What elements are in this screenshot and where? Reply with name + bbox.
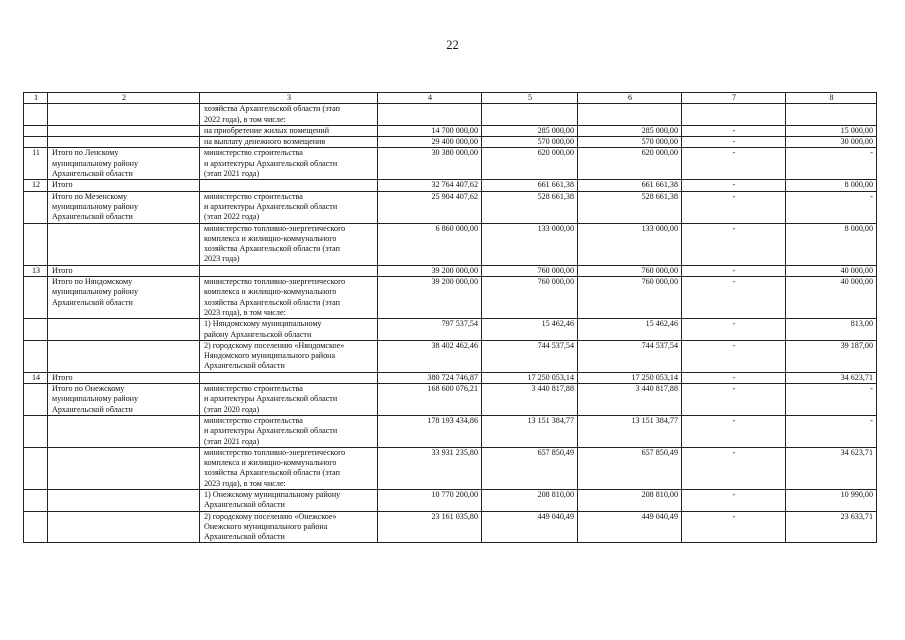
table-cell-col4: 14 700 000,00 bbox=[378, 125, 482, 136]
table-cell-col6: 17 250 053,14 bbox=[578, 372, 682, 383]
table-cell-col3 bbox=[200, 180, 378, 191]
table-cell-col2 bbox=[48, 223, 200, 265]
table-row bbox=[24, 137, 877, 148]
table-cell-col1 bbox=[24, 137, 48, 148]
table-row bbox=[24, 148, 877, 180]
table-cell-col1 bbox=[24, 384, 48, 416]
table-cell-col6: 13 151 384,77 bbox=[578, 415, 682, 447]
table-cell-col3: министерство строительства и архитектуры Архангельской области (этап 2022 года) bbox=[200, 191, 378, 223]
table-cell-col7: - bbox=[682, 191, 786, 223]
table-cell-col6: 620 000,00 bbox=[578, 148, 682, 180]
table-cell-col3: министерство топливно-энергетического комплекса и жилищно-коммунального хозяйства Архангельской области (этап 2023 года), в том числе: bbox=[200, 447, 378, 489]
table-cell-col8: - bbox=[786, 415, 877, 447]
table-row bbox=[24, 180, 877, 191]
table-cell-col1 bbox=[24, 511, 48, 543]
table-cell-col4: 25 904 407,62 bbox=[378, 191, 482, 223]
table-cell-col1 bbox=[24, 125, 48, 136]
header-cell: 2 bbox=[48, 93, 200, 104]
table-cell-col6: 744 537,54 bbox=[578, 340, 682, 372]
table-cell-col4: 32 764 407,62 bbox=[378, 180, 482, 191]
table-cell-col8: 40 000,00 bbox=[786, 265, 877, 276]
table-cell-col4: 178 193 434,86 bbox=[378, 415, 482, 447]
header-cell: 8 bbox=[786, 93, 877, 104]
table-cell-col7: - bbox=[682, 223, 786, 265]
table-cell-col4: 39 200 000,00 bbox=[378, 265, 482, 276]
table-cell-col2: Итого bbox=[48, 180, 200, 191]
table-cell-col8: 23 633,71 bbox=[786, 511, 877, 543]
table-cell-col3: министерство строительства и архитектуры Архангельской области (этап 2021 года) bbox=[200, 415, 378, 447]
table-cell-col8: - bbox=[786, 384, 877, 416]
table-cell-col5: 760 000,00 bbox=[482, 265, 578, 276]
table-cell-col3: министерство топливно-энергетического комплекса и жилищно-коммунального хозяйства Архангельской области (этап 2023 года) bbox=[200, 223, 378, 265]
table-cell-col7: - bbox=[682, 372, 786, 383]
table-cell-col5: 15 462,46 bbox=[482, 319, 578, 341]
table-cell-col6: 760 000,00 bbox=[578, 277, 682, 319]
table-cell-col1 bbox=[24, 104, 48, 126]
header-cell: 4 bbox=[378, 93, 482, 104]
header-cell: 7 bbox=[682, 93, 786, 104]
table-cell-col8: - bbox=[786, 148, 877, 180]
table-body bbox=[24, 104, 877, 543]
table-cell-col6: 657 850,49 bbox=[578, 447, 682, 489]
table-row bbox=[24, 489, 877, 511]
table-cell-col2 bbox=[48, 511, 200, 543]
table-row bbox=[24, 265, 877, 276]
table-cell-col7: - bbox=[682, 489, 786, 511]
table-cell-col8: 39 187,00 bbox=[786, 340, 877, 372]
table-cell-col4: 38 402 462,46 bbox=[378, 340, 482, 372]
table-cell-col7: - bbox=[682, 511, 786, 543]
table-cell-col7: - bbox=[682, 415, 786, 447]
page-number: 22 bbox=[446, 38, 459, 52]
header-cell: 1 bbox=[24, 93, 48, 104]
table-cell-col5: 3 440 817,88 bbox=[482, 384, 578, 416]
table-cell-col8: - bbox=[786, 191, 877, 223]
table-cell-col8: 34 623,71 bbox=[786, 447, 877, 489]
table-row bbox=[24, 277, 877, 319]
table-cell-col8: 30 000,00 bbox=[786, 137, 877, 148]
table-cell-col4: 797 537,54 bbox=[378, 319, 482, 341]
budget-table bbox=[23, 92, 877, 543]
table-cell-col1: 13 bbox=[24, 265, 48, 276]
table-cell-col5: 744 537,54 bbox=[482, 340, 578, 372]
table-cell-col1: 11 bbox=[24, 148, 48, 180]
table-cell-col4: 10 770 200,00 bbox=[378, 489, 482, 511]
table-cell-col1 bbox=[24, 223, 48, 265]
table-cell-col1 bbox=[24, 415, 48, 447]
table-cell-col2 bbox=[48, 415, 200, 447]
table-cell-col6: 661 661,38 bbox=[578, 180, 682, 191]
table-cell-col3 bbox=[200, 372, 378, 383]
table-cell-col4: 33 931 235,80 bbox=[378, 447, 482, 489]
table-cell-col2 bbox=[48, 340, 200, 372]
table-cell-col2: Итого по Ленскому муниципальному району Архангельской области bbox=[48, 148, 200, 180]
table-cell-col2: Итого bbox=[48, 265, 200, 276]
table-cell-col3: министерство строительства и архитектуры Архангельской области (этап 2021 года) bbox=[200, 148, 378, 180]
table-cell-col3: на выплату денежного возмещения bbox=[200, 137, 378, 148]
table-cell-col8: 40 000,00 bbox=[786, 277, 877, 319]
table-row bbox=[24, 340, 877, 372]
table-cell-col1 bbox=[24, 447, 48, 489]
table-row bbox=[24, 319, 877, 341]
table-cell-col3: 2) городскому поселению «Онежское» Онежского муниципального района Архангельской области bbox=[200, 511, 378, 543]
table-cell-col4: 23 161 035,80 bbox=[378, 511, 482, 543]
table-cell-col1 bbox=[24, 340, 48, 372]
table-cell-col5: 661 661,38 bbox=[482, 180, 578, 191]
table-cell-col7: - bbox=[682, 384, 786, 416]
table-row bbox=[24, 384, 877, 416]
table-cell-col2: Итого по Няндомскому муниципальному району Архангельской области bbox=[48, 277, 200, 319]
table-cell-col6: 285 000,00 bbox=[578, 125, 682, 136]
table-cell-col8: 813,00 bbox=[786, 319, 877, 341]
table-cell-col6: 449 040,49 bbox=[578, 511, 682, 543]
table-cell-col2: Итого по Онежскому муниципальному району Архангельской области bbox=[48, 384, 200, 416]
header-cell: 5 bbox=[482, 93, 578, 104]
table-cell-col7: - bbox=[682, 148, 786, 180]
table-cell-col4 bbox=[378, 104, 482, 126]
table-cell-col5 bbox=[482, 104, 578, 126]
table-cell-col1: 12 bbox=[24, 180, 48, 191]
table-cell-col5: 570 000,00 bbox=[482, 137, 578, 148]
table-cell-col5: 760 000,00 bbox=[482, 277, 578, 319]
table-cell-col5: 657 850,49 bbox=[482, 447, 578, 489]
table-cell-col3: хозяйства Архангельской области (этап 2022 года), в том числе: bbox=[200, 104, 378, 126]
table-cell-col1 bbox=[24, 277, 48, 319]
table-cell-col8: 8 000,00 bbox=[786, 180, 877, 191]
table-header-row bbox=[24, 93, 877, 104]
table-row bbox=[24, 223, 877, 265]
table-cell-col7: - bbox=[682, 447, 786, 489]
table-cell-col2 bbox=[48, 125, 200, 136]
table-row bbox=[24, 372, 877, 383]
table-cell-col4: 29 400 000,00 bbox=[378, 137, 482, 148]
table-cell-col6: 133 000,00 bbox=[578, 223, 682, 265]
table-cell-col7 bbox=[682, 104, 786, 126]
table-cell-col2 bbox=[48, 489, 200, 511]
table-cell-col3 bbox=[200, 265, 378, 276]
table-cell-col6: 208 810,00 bbox=[578, 489, 682, 511]
table-cell-col3: 1) Няндомскому муниципальному району Архангельской области bbox=[200, 319, 378, 341]
table-row bbox=[24, 415, 877, 447]
table-row bbox=[24, 125, 877, 136]
table-cell-col8: 8 000,00 bbox=[786, 223, 877, 265]
table-cell-col7: - bbox=[682, 277, 786, 319]
table-cell-col7: - bbox=[682, 265, 786, 276]
table-cell-col2 bbox=[48, 447, 200, 489]
table-cell-col3: 2) городскому поселению «Няндомское» Няндомского муниципального района Архангельской области bbox=[200, 340, 378, 372]
table-cell-col5: 449 040,49 bbox=[482, 511, 578, 543]
header-cell: 3 bbox=[200, 93, 378, 104]
table-cell-col1 bbox=[24, 191, 48, 223]
table-cell-col7: - bbox=[682, 125, 786, 136]
table-cell-col5: 13 151 384,77 bbox=[482, 415, 578, 447]
header-cell: 6 bbox=[578, 93, 682, 104]
table-row bbox=[24, 511, 877, 543]
table-cell-col2 bbox=[48, 104, 200, 126]
table-row bbox=[24, 104, 877, 126]
table-cell-col3: министерство строительства и архитектуры Архангельской области (этап 2020 года) bbox=[200, 384, 378, 416]
table-cell-col1 bbox=[24, 319, 48, 341]
table-cell-col5: 133 000,00 bbox=[482, 223, 578, 265]
table-cell-col8: 34 623,71 bbox=[786, 372, 877, 383]
table-cell-col6: 570 000,00 bbox=[578, 137, 682, 148]
table-cell-col7: - bbox=[682, 340, 786, 372]
table-row bbox=[24, 447, 877, 489]
table-cell-col5: 208 810,00 bbox=[482, 489, 578, 511]
table-cell-col3: 1) Онежскому муниципальному району Архангельской области bbox=[200, 489, 378, 511]
table-cell-col2: Итого по Мезенскому муниципальному району Архангельской области bbox=[48, 191, 200, 223]
table-cell-col6: 3 440 817,88 bbox=[578, 384, 682, 416]
table-cell-col5: 620 000,00 bbox=[482, 148, 578, 180]
table-cell-col4: 39 200 000,00 bbox=[378, 277, 482, 319]
table-cell-col7: - bbox=[682, 137, 786, 148]
table-cell-col1: 14 bbox=[24, 372, 48, 383]
table-cell-col6: 760 000,00 bbox=[578, 265, 682, 276]
table-cell-col3: министерство топливно-энергетического комплекса и жилищно-коммунального хозяйства Архангельской области (этап 2023 года), в том числе: bbox=[200, 277, 378, 319]
table-cell-col4: 30 380 000,00 bbox=[378, 148, 482, 180]
table-cell-col2 bbox=[48, 137, 200, 148]
table-cell-col8 bbox=[786, 104, 877, 126]
table-cell-col5: 528 661,38 bbox=[482, 191, 578, 223]
table-cell-col7: - bbox=[682, 319, 786, 341]
table-cell-col1 bbox=[24, 489, 48, 511]
table-cell-col3: на приобретение жилых помещений bbox=[200, 125, 378, 136]
table-cell-col4: 6 860 000,00 bbox=[378, 223, 482, 265]
table-cell-col6 bbox=[578, 104, 682, 126]
table-cell-col5: 17 250 053,14 bbox=[482, 372, 578, 383]
table-cell-col8: 10 990,00 bbox=[786, 489, 877, 511]
table-cell-col4: 168 600 076,21 bbox=[378, 384, 482, 416]
table-cell-col2 bbox=[48, 319, 200, 341]
table-cell-col6: 528 661,38 bbox=[578, 191, 682, 223]
table-cell-col7: - bbox=[682, 180, 786, 191]
table-row bbox=[24, 191, 877, 223]
table-cell-col8: 15 000,00 bbox=[786, 125, 877, 136]
table-cell-col4: 380 724 746,87 bbox=[378, 372, 482, 383]
table-cell-col6: 15 462,46 bbox=[578, 319, 682, 341]
table-cell-col5: 285 000,00 bbox=[482, 125, 578, 136]
table-cell-col2: Итого bbox=[48, 372, 200, 383]
